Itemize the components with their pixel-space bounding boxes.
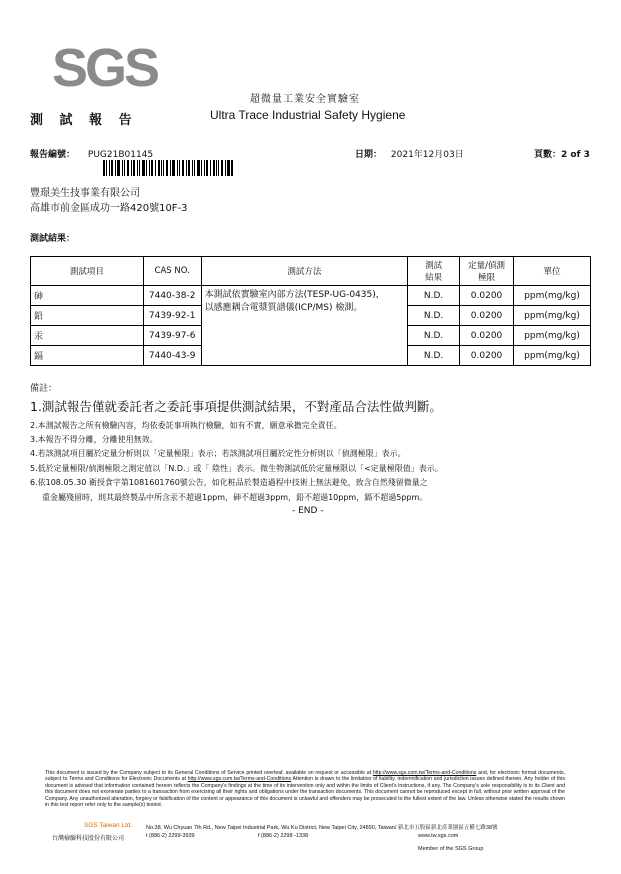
footer-company-zh: 台灣檢驗科技股份有限公司 (52, 836, 125, 842)
sgs-logo: SGS (52, 38, 158, 98)
header-unit: 單位 (514, 257, 591, 286)
cell-unit: ppm(mg/kg) (514, 286, 591, 306)
footer-address: No.38, Wu Chyuan 7th Rd., New Taipei Industrial Park, Wu Ku District, New Taipei City, 24890, Taiwan/ 新北市五股區新北產業園區五權七路38號 (146, 825, 498, 831)
footer-fax: f (886-2) 2298 -1338 (258, 833, 309, 839)
header-result (408, 257, 460, 286)
footer-website[interactable]: www.tw.sgs.com (418, 833, 459, 839)
note-6-continued: 重金屬殘留時，則其最終製品中所含汞不超過1ppm，砷不超過3ppm，鉛不超過10ppm，鎘不超過5ppm。 (42, 493, 428, 502)
note-5: 5.低於定量極限/偵測極限之測定值以「N.D.」或「 陰性」表示。微生物測試低於定量極限以「<定量極限值」表示。 (30, 464, 443, 473)
method-line-2: 以感應耦合電漿質譜儀(ICP/MS) 檢測。 (204, 303, 363, 313)
cell-cas: 7439-97-6 (143, 326, 201, 346)
footer-text-b: and, for electronic format documents, subject to Terms and Conditions for Electronic Documents at (45, 770, 565, 783)
note-3: 3.本報告不得分離，分離使用無效。 (30, 435, 158, 444)
results-table (30, 256, 591, 366)
note-1: 1.測試報告僅就委託者之委託事項提供測試結果，不對產品合法性做判斷。 (30, 399, 442, 414)
header-item: 測試項目 (31, 257, 144, 286)
cell-cas: 7439-92-1 (143, 306, 201, 326)
end-mark: - END - (292, 506, 324, 516)
cell-unit: ppm(mg/kg) (514, 326, 591, 346)
page-label: 頁數： (534, 150, 562, 160)
cell-limit: 0.0200 (460, 326, 514, 346)
report-number-label: 報告編號： (30, 150, 76, 160)
report-date (355, 147, 464, 160)
footer-member: Member of the SGS Group (418, 846, 484, 852)
report-number-value: PUG21B01145 (87, 150, 154, 160)
cell-item: 汞 (31, 326, 144, 346)
table-row (31, 286, 591, 306)
cell-cas: 7440-38-2 (143, 286, 201, 306)
note-4: 4.若該測試項目屬於定量分析則以「定量極限」表示；若該測試項目屬於定性分析則以「偵測極限」表示。 (30, 449, 406, 458)
cell-item: 鎘 (31, 346, 144, 366)
date-value: 2021年12月03日 (390, 150, 464, 160)
page-value: 2 of 3 (561, 150, 590, 160)
header-limit-line1: 定量/偵測 (468, 261, 505, 271)
table-header-row (31, 257, 591, 286)
header-limit (460, 257, 514, 286)
cell-cas: 7440-43-9 (143, 346, 201, 366)
note-2: 2.本測試報告之所有檢驗內容，均依委託事項執行檢驗，如有不實，願意承擔完全責任。 (30, 421, 342, 430)
note-6: 6.依108.05.30 衛授食字第1081601760號公告，如化粧品於製造過程中技術上無法避免，致含自然殘留微量之 (30, 478, 428, 487)
header-cas: CAS NO. (143, 257, 201, 286)
cell-result: N.D. (408, 346, 460, 366)
terms-link[interactable]: http://www.sgs.com.tw/Terms-and-Conditions (372, 770, 477, 776)
footer-disclaimer (45, 770, 565, 808)
footer-text-c: Attention is drawn to the limitation of liability, indemnification and jurisdiction issues defined therein. Any holder of this document is advised that information contained hereon reflects the Company's findings at the time of its intervention only and within the limits of Client's instructions, if any. The Company's sole responsibility is to its Client and this document does not exonerate parties to a transaction from exercising all their rights and obligations under the transaction documents. This document cannot be reproduced except in full, without prior written approval of the Company. Any unauthorized alteration, forgery or falsification of the content or appearance of this document is unlawful and offenders may be prosecuted to the fullest extent of the law. Unless otherwise stated the results shown in this test report refer only to the sample(s) tested. (45, 776, 565, 809)
report-title: 測 試 報 告 (30, 113, 138, 128)
client-address: 高雄市前金區成功一路420號10F-3 (30, 203, 188, 214)
cell-unit: ppm(mg/kg) (514, 306, 591, 326)
footer-tel: t (886-2) 2299-3939 (146, 833, 195, 839)
page-number (534, 147, 590, 160)
lab-name-en: Ultra Trace Industrial Safety Hygiene (210, 108, 406, 122)
results-label: 測試結果： (30, 234, 76, 244)
electronic-terms-link[interactable]: http://www.sgs.com.tw/Terms-and-Conditions (187, 776, 292, 783)
cell-result: N.D. (408, 286, 460, 306)
client-name: 豐璟美生技事業有限公司 (30, 188, 140, 199)
cell-result: N.D. (408, 306, 460, 326)
date-label: 日期： (355, 150, 383, 160)
cell-limit: 0.0200 (460, 346, 514, 366)
lab-name-zh: 超微量工業安全實驗室 (250, 94, 360, 105)
header-result-line1: 測試 (425, 261, 443, 271)
footer-text-a: This document is issued by the Company subject to its General Conditions of Service printed overleaf, available on request or accessible at (45, 770, 373, 776)
footer-company-en: SGS Taiwan Ltd. (84, 822, 133, 829)
cell-limit: 0.0200 (460, 306, 514, 326)
cell-method (201, 286, 408, 366)
header-method: 測試方法 (201, 257, 408, 286)
barcode (103, 160, 233, 176)
cell-item: 鉛 (31, 306, 144, 326)
header-limit-line2: 極限 (478, 273, 496, 283)
cell-limit: 0.0200 (460, 286, 514, 306)
cell-unit: ppm(mg/kg) (514, 346, 591, 366)
report-number (30, 147, 153, 160)
remarks-label: 備註： (30, 384, 58, 394)
cell-item: 砷 (31, 286, 144, 306)
cell-result: N.D. (408, 326, 460, 346)
header-result-line2: 結果 (425, 273, 443, 283)
method-line-1: 本測試依實驗室內部方法(TESP-UG-0435)， (204, 290, 385, 300)
